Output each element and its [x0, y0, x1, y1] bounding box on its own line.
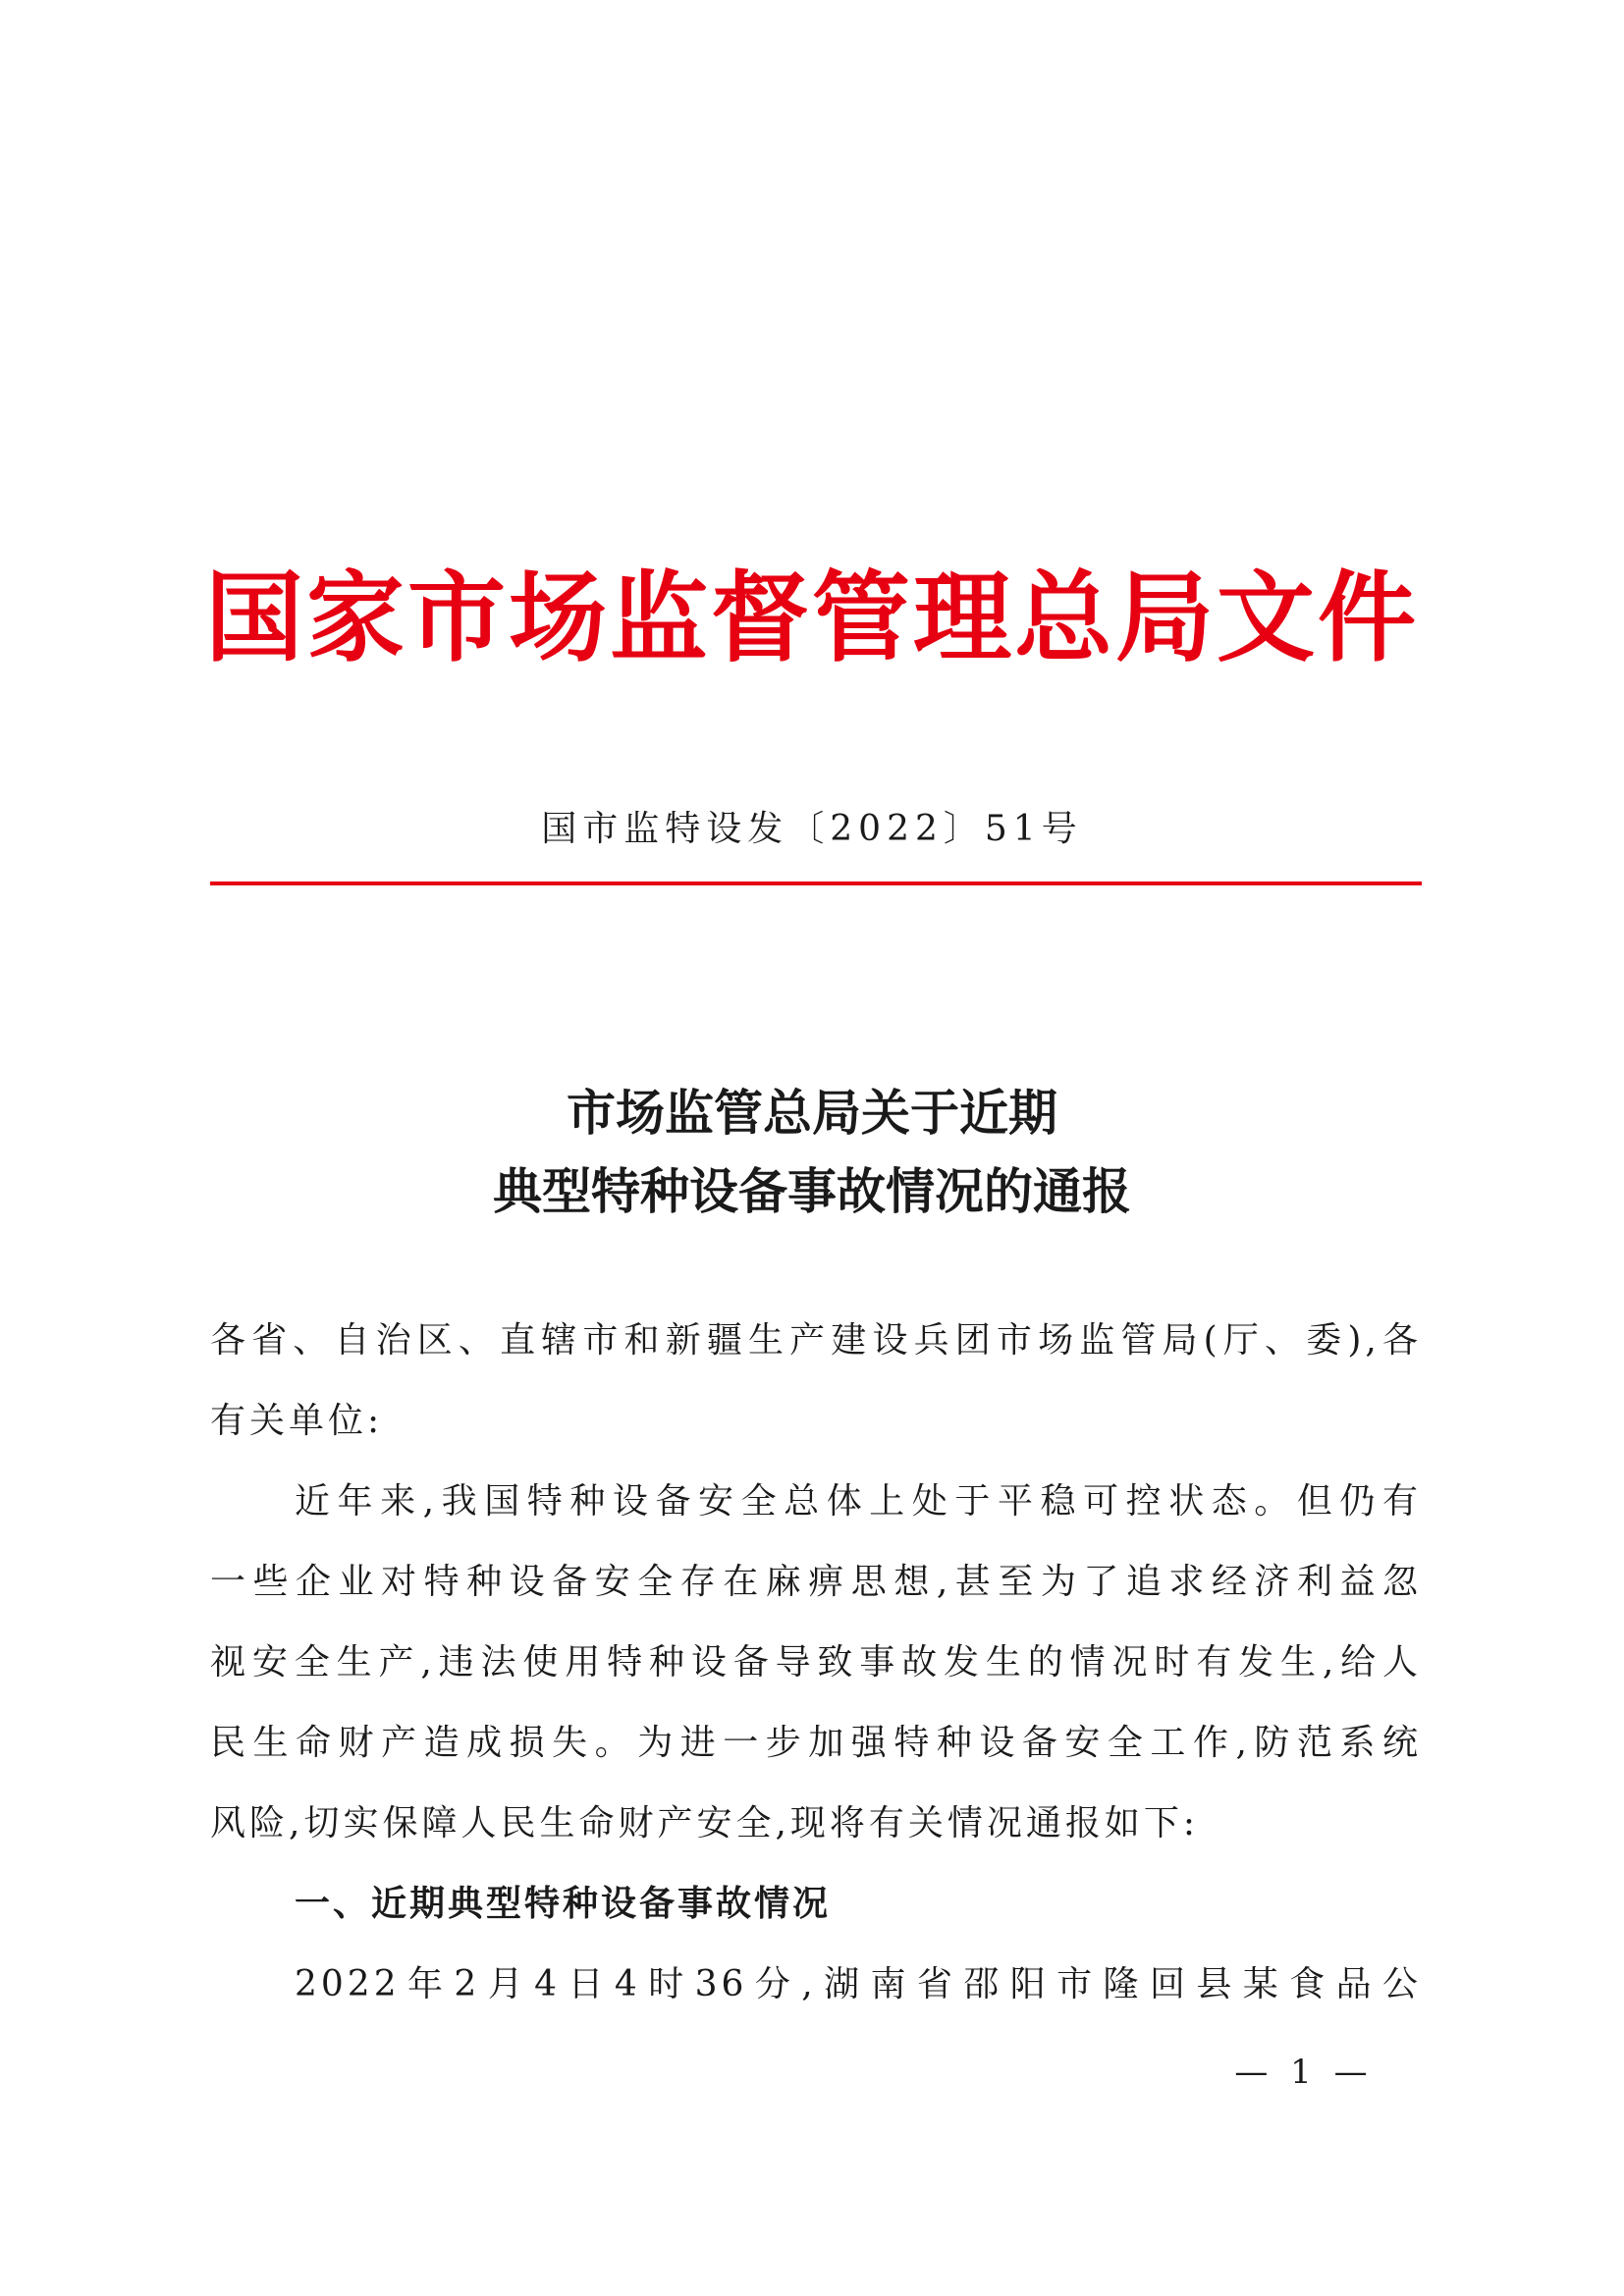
- page-number: — 1 —: [1234, 2053, 1374, 2092]
- addressee-line-1: 各省、自治区、直辖市和新疆生产建设兵团市场监管局(厅、委),各: [210, 1320, 1422, 1361]
- paragraph-1-line-2: 一些企业对特种设备安全存在麻痹思想,甚至为了追求经济利益忽: [210, 1562, 1422, 1602]
- section-1-heading: 一、近期典型特种设备事故情况: [295, 1884, 832, 1924]
- document-number: 国市监特设发〔2022〕51号: [541, 809, 1083, 849]
- paragraph-1-line-3: 视安全生产,违法使用特种设备导致事故发生的情况时有发生,给人: [210, 1642, 1422, 1682]
- red-separator-line: [210, 881, 1422, 885]
- document-title-line-1: 市场监管总局关于近期: [567, 1085, 1057, 1142]
- paragraph-1-line-4: 民生命财产造成损失。为进一步加强特种设备安全工作,防范系统: [210, 1723, 1422, 1763]
- paragraph-1-line-5: 风险,切实保障人民生命财产安全,现将有关情况通报如下:: [210, 1803, 1200, 1843]
- paragraph-2-line-1: 2022年2月4日4时36分,湖南省邵阳市隆回县某食品公: [295, 1964, 1422, 2004]
- issuer-masthead: 国家市场监督管理总局文件: [205, 561, 1419, 675]
- paragraph-1-line-1: 近年来,我国特种设备安全总体上处于平稳可控状态。但仍有: [295, 1481, 1422, 1522]
- document-title-line-2: 典型特种设备事故情况的通报: [493, 1163, 1131, 1220]
- addressee-line-2: 有关单位:: [210, 1401, 384, 1441]
